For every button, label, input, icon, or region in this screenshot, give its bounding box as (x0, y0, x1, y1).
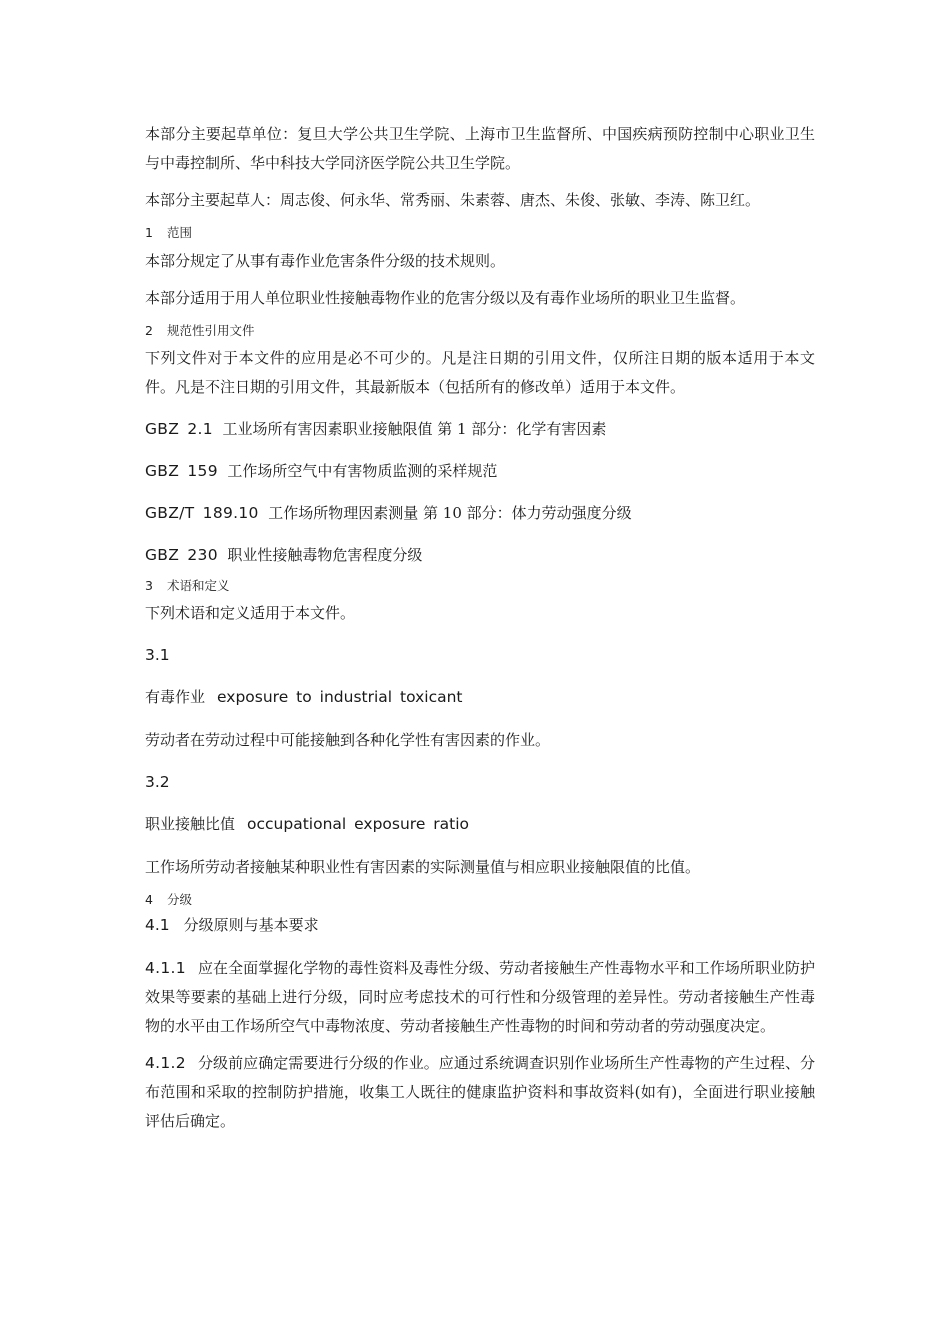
reference-code: GBZ 230 (145, 546, 218, 564)
reference-code: GBZ 159 (145, 462, 218, 480)
reference-title: 职业性接触毒物危害程度分级 (227, 546, 423, 564)
references-intro-paragraph: 下列文件对于本文件的应用是必不可少的。凡是注日期的引用文件，仅所注日期的版本适用于本文件。凡是不注日期的引用文件，其最新版本（包括所有的修改单）适用于本文件。 (145, 349, 815, 396)
section-title: 术语和定义 (167, 578, 230, 593)
terms-intro-paragraph: 下列术语和定义适用于本文件。 (145, 604, 356, 622)
section-number: 4 (145, 892, 153, 907)
reference-code: GBZ/T 189.10 (145, 504, 259, 522)
reference-code: GBZ 2.1 (145, 420, 213, 438)
subsection-4-1-heading (145, 912, 815, 938)
reference-title: 工作场所空气中有害物质监测的采样规范 (227, 462, 498, 480)
term-chinese: 职业接触比值 (145, 815, 236, 833)
reference-title: 工业场所有害因素职业接触限值 第 1 部分：化学有害因素 (222, 420, 607, 438)
term-english: exposure to industrial toxicant (217, 688, 463, 706)
reference-item (145, 500, 815, 526)
term-number: 3.1 (145, 646, 170, 664)
clause-4-1-2 (145, 1049, 815, 1136)
scope-paragraph-1: 本部分规定了从事有毒作业危害条件分级的技术规则。 (145, 252, 506, 270)
term-heading (145, 684, 815, 710)
section-2-heading (145, 321, 815, 341)
clause-text: 应在全面掌握化学物的毒性资料及毒性分级、劳动者接触生产性毒物水平和工作场所职业防护效果等要素的基础上进行分级，同时应考虑技术的可行性和分级管理的差异性。劳动者接触生产性毒物的水平由工作场所空气中毒物浓度、劳动者接触生产性毒物的时间和劳动者的劳动强度决定。 (145, 959, 815, 1035)
section-3-heading (145, 576, 815, 596)
section-title: 分级 (167, 892, 193, 907)
section-number: 2 (145, 323, 153, 338)
section-1-heading (145, 223, 815, 243)
term-definition: 劳动者在劳动过程中可能接触到各种化学性有害因素的作业。 (145, 731, 551, 749)
subsection-title: 分级原则与基本要求 (183, 916, 319, 934)
scope-paragraph-2: 本部分适用于用人单位职业性接触毒物作业的危害分级以及有毒作业场所的职业卫生监督。 (145, 289, 746, 307)
section-number: 1 (145, 225, 153, 240)
subsection-number: 4.1 (145, 916, 170, 934)
reference-item (145, 458, 815, 484)
reference-title: 工作场所物理因素测量 第 10 部分：体力劳动强度分级 (268, 504, 632, 522)
term-number: 3.2 (145, 773, 170, 791)
term-definition: 工作场所劳动者接触某种职业性有害因素的实际测量值与相应职业接触限值的比值。 (145, 858, 701, 876)
reference-item (145, 416, 815, 442)
term-english: occupational exposure ratio (247, 815, 470, 833)
reference-item (145, 542, 815, 568)
section-title: 规范性引用文件 (167, 323, 255, 338)
term-chinese: 有毒作业 (145, 688, 206, 706)
clause-number: 4.1.2 (145, 1054, 186, 1072)
section-number: 3 (145, 578, 153, 593)
drafting-units-paragraph: 本部分主要起草单位：复旦大学公共卫生学院、上海市卫生监督所、中国疾病预防控制中心职业卫生与中毒控制所、华中科技大学同济医学院公共卫生学院。 (145, 125, 815, 172)
document-page (145, 120, 815, 1136)
term-heading (145, 811, 815, 837)
clause-text: 分级前应确定需要进行分级的作业。应通过系统调查识别作业场所生产性毒物的产生过程、分布范围和采取的控制防护措施，收集工人既往的健康监护资料和事故资料(如有)，全面进行职业接触评估后确定。 (145, 1054, 815, 1130)
drafters-paragraph: 本部分主要起草人：周志俊、何永华、常秀丽、朱素蓉、唐杰、朱俊、张敏、李涛、陈卫红。 (145, 191, 761, 209)
clause-4-1-1 (145, 954, 815, 1041)
section-title: 范围 (167, 225, 193, 240)
section-4-heading (145, 890, 815, 910)
clause-number: 4.1.1 (145, 959, 186, 977)
